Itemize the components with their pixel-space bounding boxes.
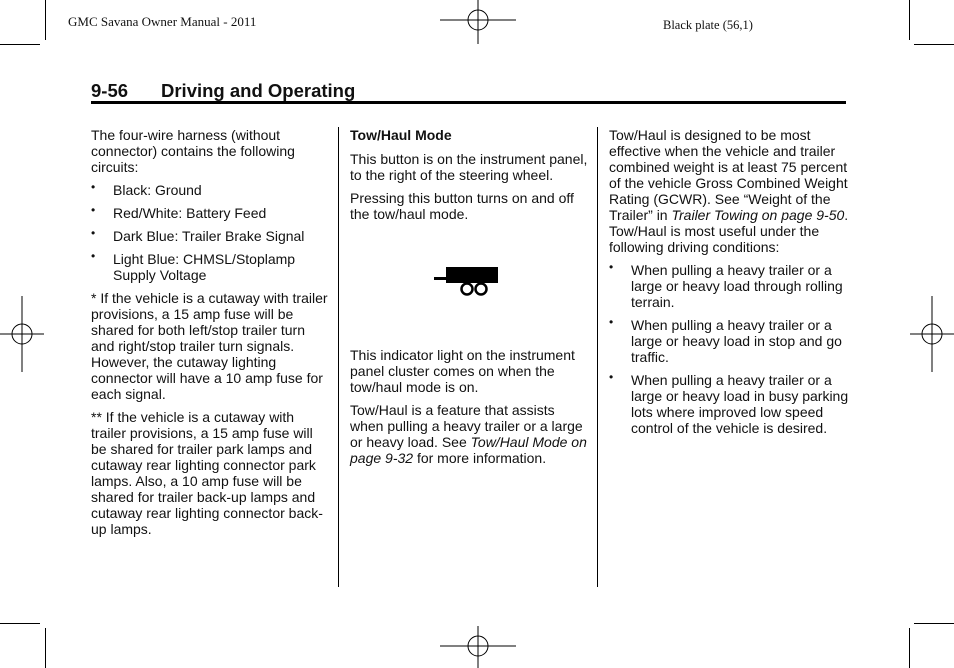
column-1 xyxy=(91,127,331,544)
list-item: • When pulling a heavy trailer or a large or heavy load in busy parking lots where improved low speed control of the vehicle is desired. xyxy=(609,372,849,436)
page-heading xyxy=(91,80,355,102)
list-item: • Black: Ground xyxy=(91,182,331,198)
plate-label: Black plate (56,1) xyxy=(663,18,753,32)
tow-haul-button-location: This button is on the instrument panel, to the right of the steering wheel. xyxy=(350,151,588,183)
list-item: • When pulling a heavy trailer or a large or heavy load in stop and go traffic. xyxy=(609,317,849,365)
tow-haul-feature-end: for more information. xyxy=(413,450,547,466)
tow-haul-feature xyxy=(350,402,588,466)
tow-haul-button-usage: Pressing this button turns on and off the tow/haul mode. xyxy=(350,190,574,222)
indicator-light-description: This indicator light on the instrument panel cluster comes on when the tow/haul mode is on. xyxy=(350,347,575,395)
tow-haul-mode-link[interactable]: Tow/Haul Mode on page 9-32 xyxy=(350,434,587,466)
registration-mark-top-icon xyxy=(440,0,516,44)
page-number: 9-56 xyxy=(91,80,129,101)
registration-mark-bottom-icon xyxy=(440,626,516,668)
trailer-icon xyxy=(434,263,500,299)
header-rule xyxy=(91,101,846,104)
circuit-list xyxy=(91,182,331,283)
section-title: Driving and Operating xyxy=(161,80,356,101)
registration-mark-right-icon xyxy=(910,296,954,372)
list-item: • Dark Blue: Trailer Brake Signal xyxy=(91,228,331,244)
trailer-towing-link[interactable]: Trailer Towing on page 9-50 xyxy=(671,207,845,223)
harness-intro: The four-wire harness (without connector) contains the following circuits: xyxy=(91,127,295,175)
driving-conditions-list xyxy=(609,262,849,436)
tow-haul-design-end: . Tow/Haul is most useful under the following driving conditions: xyxy=(609,207,849,255)
list-item: • When pulling a heavy trailer or a large or heavy load through rolling terrain. xyxy=(609,262,849,310)
column-2 xyxy=(350,127,588,473)
fuse-note-2: ** If the vehicle is a cutaway with trailer provisions, a 15 amp fuse will be shared for trailer park lamps and cutaway rear lighting connector park lamps. Also, a 10 amp fuse will be shared for trailer back-up lamps and cutaway rear lighting connector back-up lamps. xyxy=(91,409,323,537)
fuse-note-1: * If the vehicle is a cutaway with trailer provisions, a 15 amp fuse will be shared for both left/stop trailer turn and right/stop trailer turn signals. However, the cutaway lighting connector will have a 10 amp fuse for each signal. xyxy=(91,290,328,402)
registration-mark-left-icon xyxy=(0,296,44,372)
trailer-indicator-figure xyxy=(350,229,588,347)
column-3 xyxy=(609,127,849,443)
manual-title: GMC Savana Owner Manual - 2011 xyxy=(68,14,257,29)
list-item: • Red/White: Battery Feed xyxy=(91,205,331,221)
column-divider-1 xyxy=(338,127,339,587)
tow-haul-feature-text: Tow/Haul is a feature that assists when pulling a heavy trailer or a large or heavy load. See xyxy=(350,402,583,450)
tow-haul-heading: Tow/Haul Mode xyxy=(350,127,452,143)
list-item: • Light Blue: CHMSL/Stoplamp Supply Voltage xyxy=(91,251,331,283)
tow-haul-design-text: Tow/Haul is designed to be most effective when the vehicle and trailer combined weight is at least 75 percent of the vehicle Gross Combined Weight Rating (GCWR). See “Weight of the Trailer” in xyxy=(609,127,848,223)
tow-haul-design xyxy=(609,127,849,255)
column-divider-2 xyxy=(597,127,598,587)
